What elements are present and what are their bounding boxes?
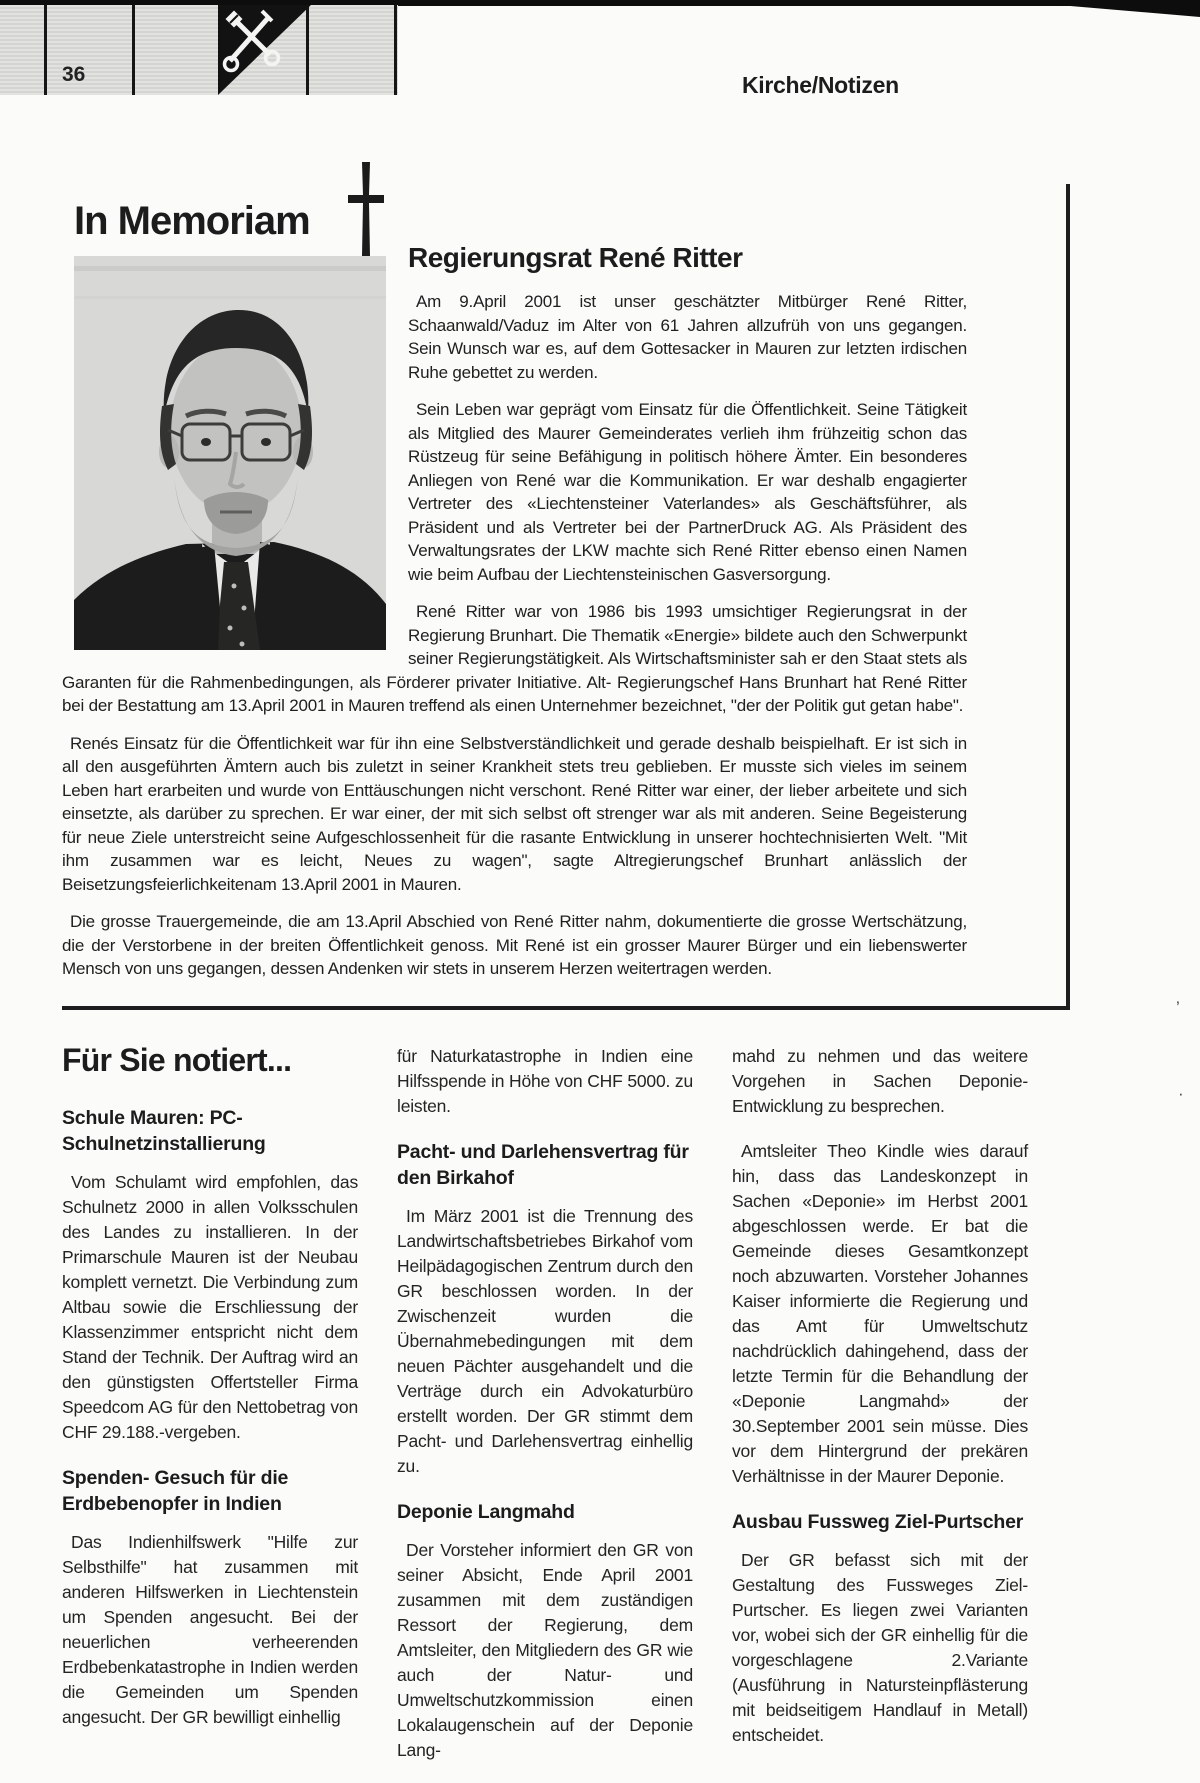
page-top-edge-wedge (1060, 0, 1200, 17)
scan-artifact: · (1178, 1084, 1184, 1103)
note-heading: Schule Mauren: PC-Schulnetzinstallierung (62, 1107, 266, 1155)
note-paragraph: mahd zu nehmen und das weitere Vorgehen in Sachen Deponie- Entwicklung zu besprechen. (732, 1046, 1028, 1116)
crossed-keys-icon (218, 5, 311, 95)
note-paragraph: Der Vorsteher informiert den GR von seiner Absicht, Ende April 2001 zusammen mit dem zuständigen Ressort der Regierung, dem Amtsleiter, den Mitgliedern des GR wie auch der Natur- und Umweltschutzkommission einen Lokalaugenschein auf der Deponie Lang- (397, 1540, 693, 1760)
note-heading: Spenden- Gesuch für die Erdbebenopfer in Indien (62, 1467, 289, 1515)
obituary-paragraph: René Ritter war von 1986 bis 1993 umsichtiger Regierungsrat in der Regierung Brunhart. Die Thematik «Energie» bildete auch den Schwerpunkt seiner Regierungstätigkeit. Als Wirtschaftsminister sah er den Staat stets als Garanten für die Rahmenbedingungen, als Förderer privater Initiative. Alt- Regierungschef Hans Brunhart hat René Ritter bei der Bestattung am 13.April 2001 in Mauren treffend als einen Unternehmer bezeichnet, "der der Politik gut getan habe". (62, 602, 967, 715)
header-rule (44, 5, 47, 95)
notes-section (62, 1042, 1028, 1783)
note-heading: Pacht- und Darlehensvertrag für den Birkahof (397, 1141, 689, 1189)
obituary-paragraph: Am 9.April 2001 ist unser geschätzter Mitbürger René Ritter, Schaanwald/Vaduz im Alter von 61 Jahren allzufrüh von uns gegangen. Sein Wunsch war es, auf dem Gottesacker in Mauren zur letzten irdischen Ruhe gebettet zu werden. (408, 292, 967, 382)
note-paragraph: Amtsleiter Theo Kindle wies darauf hin, dass das Landeskonzept in Sachen «Deponie» im Herbst 2001 abgeschlossen werde. Er bat die Gemeinde dieses Gesamtkonzept noch abzuwarten. Vorsteher Johannes Kaiser informierte die Regierung und das Amt für Umweltschutz nachdrücklich dahingehend, dass der letzte Termin für die Behandlung der «Deponie Langmahd» der 30.September 2001 sein müsse. Dies vor dem Hintergrund der prekären Verhältnisse in der Maurer Deponie. (732, 1141, 1028, 1486)
section-title: Kirche/Notizen (742, 72, 899, 98)
note-paragraph: Im März 2001 ist die Trennung des Landwirtschaftsbetriebes Birkahof vom Heilpädagogischen Zentrum durch den GR beschlossen worden. In der Zwischenzeit wurden die Übernahmebedingungen mit dem neuen Pächter ausgehandelt und die Verträge durch ein Advokaturbüro erstellt worden. Der GR stimmt dem Pacht- und Darlehensvertrag einhellig zu. (397, 1206, 693, 1476)
in-memoriam-title: In Memoriam (74, 198, 310, 243)
notes-column-1 (62, 1042, 358, 1783)
note-paragraph: Der GR befasst sich mit der Gestaltung des Fussweges Ziel- Purtscher. Es liegen zwei Varianten vor, wobei sich der GR einhellig für die vorgeschlagene 2.Variante (Ausführung in Natursteinpflästerung mit beidseitigem Handlauf in Metall) entscheidet. (732, 1550, 1028, 1745)
obituary-paragraph: Die grosse Trauergemeinde, die am 13.April Abschied von René Ritter nahm, dokumentierte die grosse Wertschätzung, die der Verstorbene in der breiten Öffentlichkeit genoss. Mit René ist ein grosser Maurer Bürger und ein liebenswerter Mensch von uns gegangen, dessen Andenken wir stets in unserem Herzen weitertragen werden. (62, 912, 967, 978)
note-paragraph: für Naturkatastrophe in Indien eine Hilfsspende in Höhe von CHF 5000. zu leisten. (397, 1046, 693, 1116)
page-number: 36 (62, 63, 86, 86)
notes-title: Für Sie notiert... (62, 1042, 292, 1078)
notes-column-2 (397, 1042, 693, 1783)
obituary-paragraph: Renés Einsatz für die Öffentlichkeit war für ihn eine Selbstverständlichkeit und gerade deshalb beispielhaft. Er ist sich in all den ausgeführten Ämtern auch bis zuletzt in seiner Krankheit stets treu geblieben. Er musste sich vieles im seinem Leben hart erarbeiten und wurde von Enttäuschungen nicht verschont. René Ritter war einer, der lieber arbeitete und sich einsetzte, als darüber zu sprechen. Er war einer, der mit sich selbst oft strenger war als mit anderen. Seine Begeisterung für neue Ziele unterstreicht seine Aufgeschlossenheit für die rasante Entwicklung in unserer hochtechnisierten Welt. "Mit ihm zusammen war es leicht, Neues zu wagen", sagte Altregierungschef Brunhart anlässlich der Beisetzungsfeierlichkeitenam 13.April 2001 in Mauren. (62, 733, 967, 894)
header-band (0, 5, 398, 95)
note-heading: Deponie Langmahd (397, 1501, 575, 1523)
header-rule (394, 5, 397, 95)
article-title: Regierungsrat René Ritter (408, 242, 743, 273)
scan-artifact: ’ (1176, 998, 1180, 1017)
header-rule (132, 5, 135, 95)
portrait-photo (74, 256, 386, 650)
note-paragraph: Das Indienhilfswerk "Hilfe zur Selbsthilfe" hat zusammen mit anderen Hilfswerken in Liechtenstein um Spenden angesucht. Bei der neuerlichen verheerenden Erdbebenkatastrophe in Indien werden die Gemeinden um Spenden angesucht. Der GR bewilligt einhellig (62, 1532, 358, 1727)
obituary-paragraph: Sein Leben war geprägt vom Einsatz für die Öffentlichkeit. Seine Tätigkeit als Mitglied des Maurer Gemeinderates verlieh ihm frühzeitig schon das Rüstzeug für seine Befähigung in politisch höhere Ämter. Ein besonderes Anliegen von René war die Kommunikation. Er war deshalb engagierter Vertreter des «Liechtensteiner Vaterlandes» als Geschäftsführer, als Präsident und als Vertreter bei der PartnerDruck AG. Als Präsident des Verwaltungsrates der LKW machte sich René Ritter ebenso einen Namen wie beim Aufbau der Liechtensteinischen Gasversorgung. (408, 400, 967, 584)
obituary-article (62, 240, 967, 995)
note-heading: Ausbau Fussweg Ziel-Purtscher (732, 1511, 1024, 1533)
note-paragraph: Vom Schulamt wird empfohlen, das Schulnetz 2000 in allen Volksschulen des Landes zu installieren. In der Primarschule Mauren ist der Neubau komplett vernetzt. Die Verbindung zum Altbau sowie die Erschliessung der Klassenzimmer entspricht nicht dem Stand der Technik. Der Auftrag wird an den günstigsten Offertsteller Firma Speedcom AG für den Nettobetrag von CHF 29.188.-vergeben. (62, 1172, 358, 1442)
notes-column-3 (732, 1042, 1028, 1783)
